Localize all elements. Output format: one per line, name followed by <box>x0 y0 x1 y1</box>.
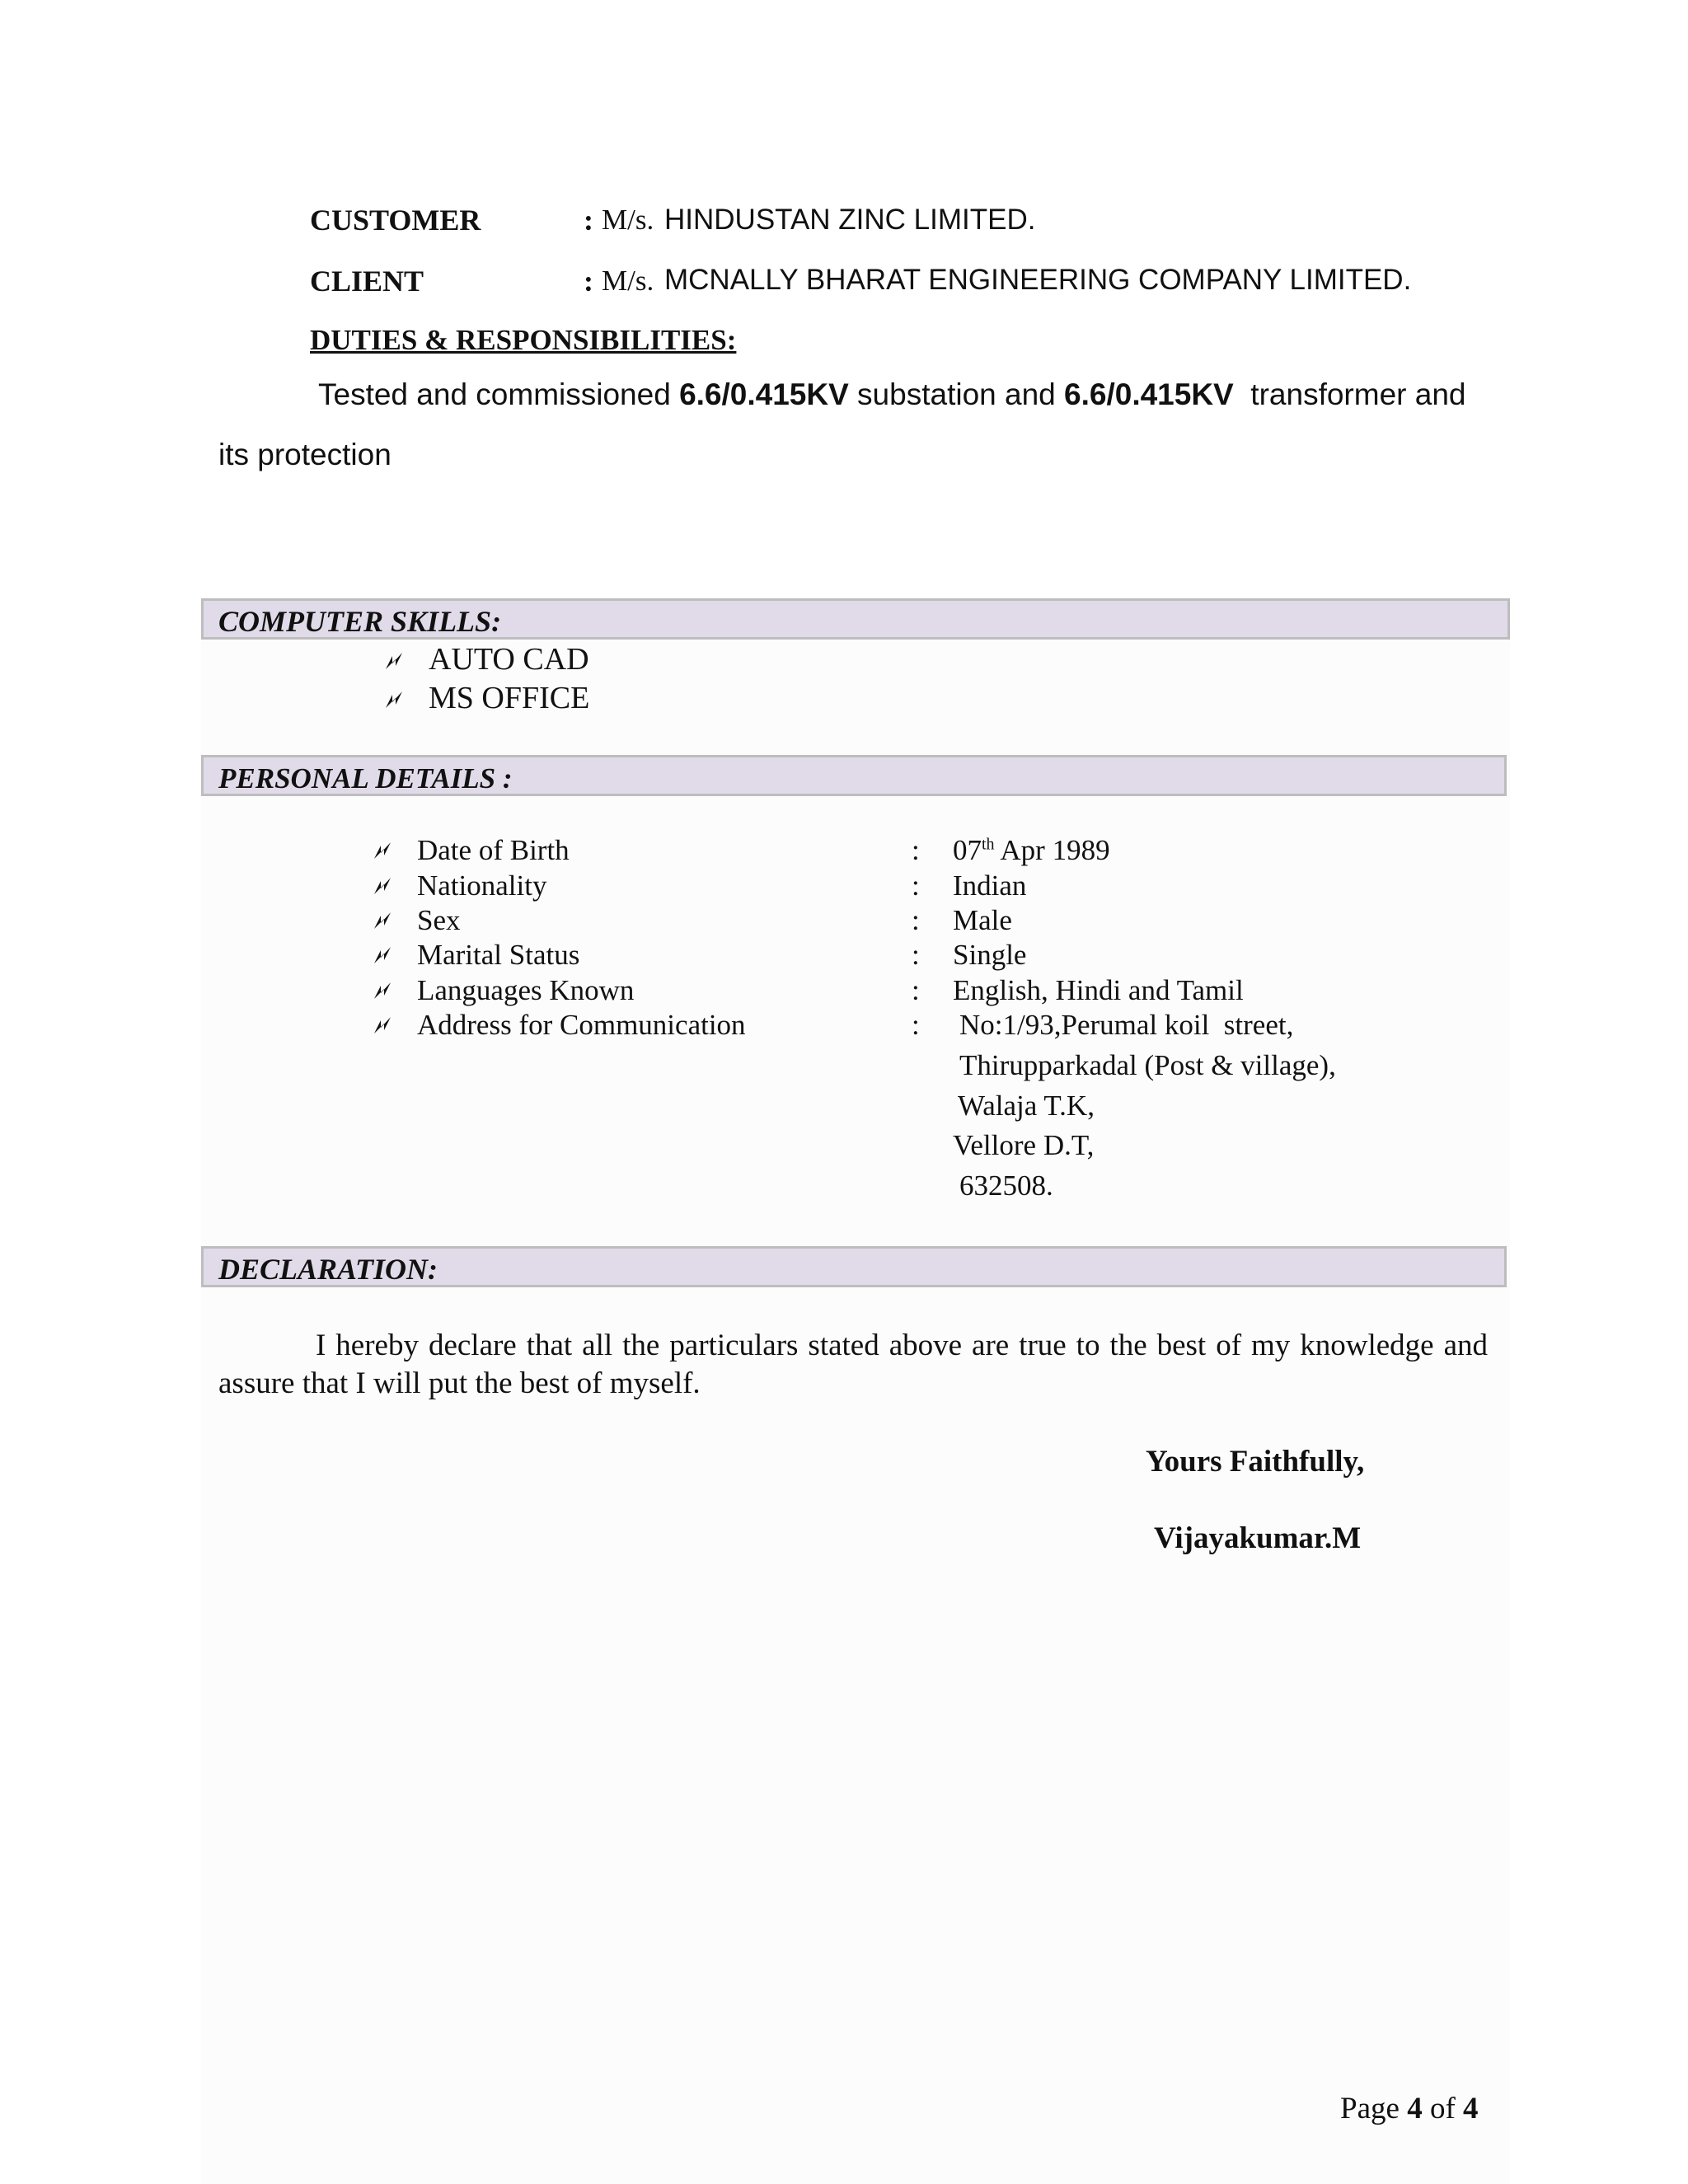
detail-colon: : <box>912 904 920 936</box>
lightning-bullet-icon <box>371 909 394 932</box>
customer-label: CUSTOMER <box>310 204 481 237</box>
duties-text-2: substation and <box>848 377 1065 411</box>
lightning-bullet-icon <box>371 944 394 967</box>
duties-text-3: transformer and <box>1233 377 1466 411</box>
detail-label-address: Address for Communication <box>417 1009 746 1041</box>
skill-item: AUTO CAD <box>429 642 589 677</box>
detail-colon: : <box>912 834 920 866</box>
duties-line-1 <box>318 377 1465 412</box>
address-line: 632508. <box>959 1169 1053 1202</box>
duties-bold-1: 6.6/0.415KV <box>679 377 849 411</box>
page-word: Page <box>1340 2092 1400 2125</box>
detail-value-sex: Male <box>953 904 1012 936</box>
lightning-bullet-icon <box>382 649 406 673</box>
signature-name: Vijayakumar.M <box>1154 1521 1362 1555</box>
page-shading <box>201 639 1510 2184</box>
client-label: CLIENT <box>310 265 424 298</box>
page-number <box>1340 2091 1479 2126</box>
detail-label-languages: Languages Known <box>417 974 635 1006</box>
dob-day: 07 <box>953 834 982 866</box>
lightning-bullet-icon <box>371 979 394 1002</box>
computer-skills-header <box>201 598 1510 640</box>
detail-colon: : <box>912 869 920 902</box>
computer-skills-heading: COMPUTER SKILLS: <box>218 605 502 638</box>
detail-label-sex: Sex <box>417 904 461 936</box>
client-prefix: M/s. <box>602 265 654 297</box>
detail-value-dob <box>953 834 1110 867</box>
address-line: Vellore D.T, <box>953 1129 1095 1161</box>
closing-salutation: Yours Faithfully, <box>1146 1445 1365 1479</box>
detail-value-marital: Single <box>953 939 1027 971</box>
personal-details-heading: PERSONAL DETAILS : <box>218 762 513 794</box>
detail-colon: : <box>912 974 920 1006</box>
detail-value-nationality: Indian <box>953 869 1027 902</box>
skill-item: MS OFFICE <box>429 681 590 715</box>
detail-label-dob: Date of Birth <box>417 834 570 866</box>
detail-colon: : <box>912 1009 920 1041</box>
detail-value-address: No:1/93,Perumal koil street, <box>959 1009 1294 1041</box>
detail-label-nationality: Nationality <box>417 869 547 902</box>
lightning-bullet-icon <box>371 1014 394 1037</box>
declaration-header <box>201 1246 1507 1287</box>
declaration-paragraph <box>218 1327 1488 1403</box>
client-name: MCNALLY BHARAT ENGINEERING COMPANY LIMITED. <box>664 264 1412 296</box>
detail-colon: : <box>912 939 920 971</box>
duties-bold-2: 6.6/0.415KV <box>1064 377 1234 411</box>
total-pages: 4 <box>1463 2092 1479 2125</box>
declaration-text: I hereby declare that all the particulars stated above are true to the best of my knowledge and assure that I will put the best of myself. <box>218 1329 1488 1400</box>
client-colon: : <box>584 265 593 298</box>
lightning-bullet-icon <box>371 839 394 862</box>
current-page: 4 <box>1407 2092 1423 2125</box>
address-line: Walaja T.K, <box>958 1090 1095 1122</box>
personal-details-header <box>201 755 1507 796</box>
dob-suffix: th <box>982 835 995 854</box>
declaration-heading: DECLARATION: <box>218 1253 438 1286</box>
of-word: of <box>1429 2092 1456 2125</box>
customer-colon: : <box>584 204 593 237</box>
detail-value-languages: English, Hindi and Tamil <box>953 974 1244 1006</box>
lightning-bullet-icon <box>371 874 394 898</box>
duties-heading: DUTIES & RESPONSIBILITIES: <box>310 324 737 356</box>
detail-label-marital: Marital Status <box>417 939 580 971</box>
duties-line-2: its protection <box>218 438 392 471</box>
customer-prefix: M/s. <box>602 204 654 236</box>
customer-name: HINDUSTAN ZINC LIMITED. <box>664 204 1036 236</box>
duties-text-1: Tested and commissioned <box>318 377 680 411</box>
address-line: Thirupparkadal (Post & village), <box>959 1049 1336 1081</box>
dob-rest: Apr 1989 <box>994 834 1110 866</box>
lightning-bullet-icon <box>382 688 406 711</box>
